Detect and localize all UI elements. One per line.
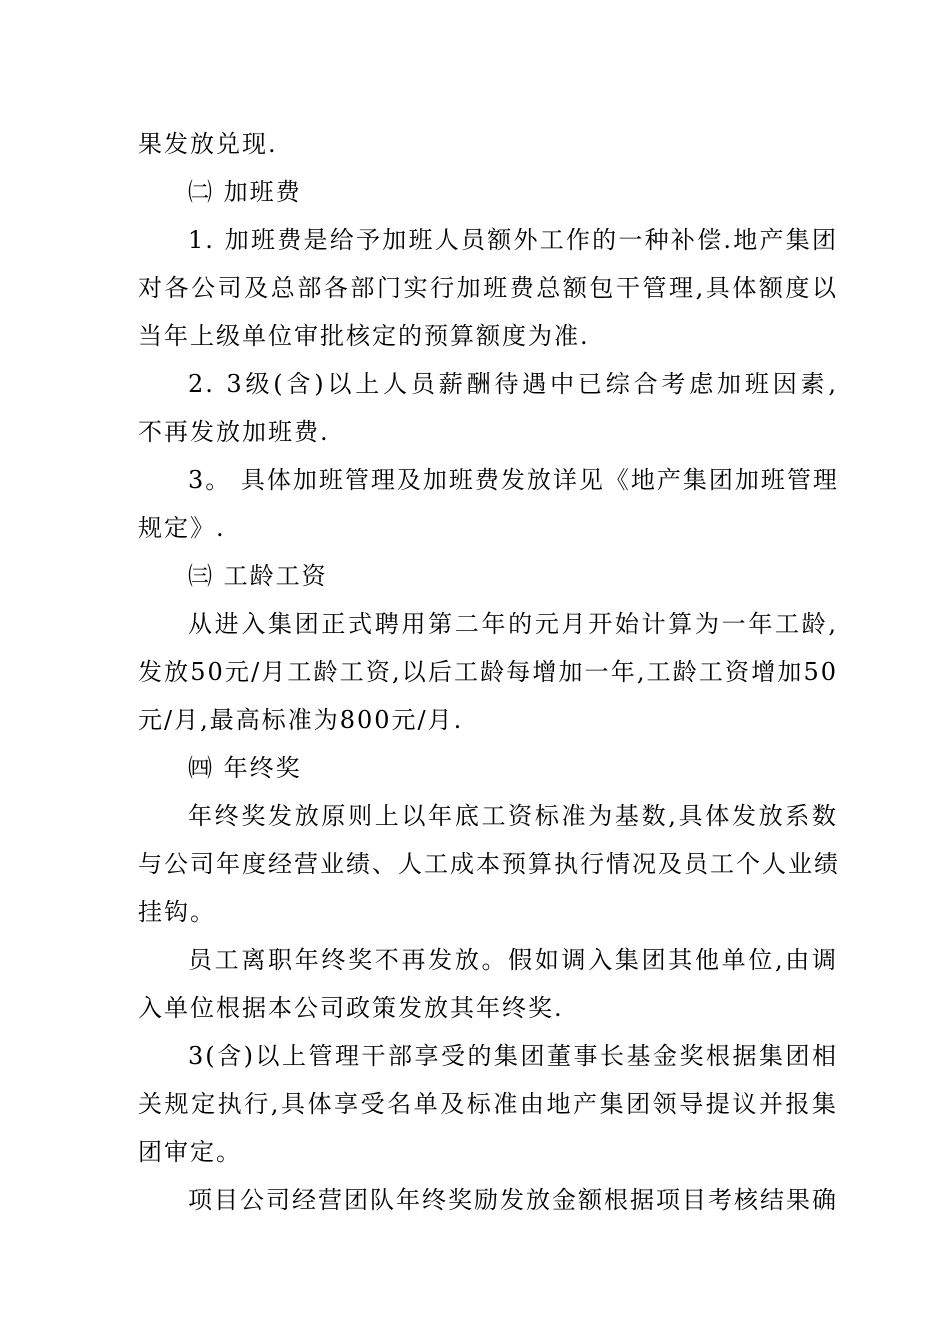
text-line: 发放50元/月工龄工资,以后工龄每增加一年,工龄工资增加50 <box>138 658 838 686</box>
text-line: 1. 加班费是给予加班人员额外工作的一种补偿.地产集团 <box>188 226 838 254</box>
text-line: 2. 3级(含)以上人员薪酬待遇中已综合考虑加班因素, <box>188 370 838 398</box>
text-line: 果发放兑现. <box>138 130 278 158</box>
text-line: 规定》. <box>138 514 226 542</box>
text-line: 3(含)以上管理干部享受的集团董事长基金奖根据集团相 <box>188 1042 838 1070</box>
text-line: 员工离职年终奖不再发放。假如调入集团其他单位,由调 <box>188 946 838 974</box>
text-line: 元/月,最高标准为800元/月. <box>138 706 464 734</box>
text-line: 不再发放加班费. <box>138 418 330 446</box>
section-heading: ㈢ 工龄工资 <box>188 562 328 590</box>
text-line: 团审定。 <box>138 1138 242 1166</box>
text-line: 入单位根据本公司政策发放其年终奖. <box>138 994 564 1022</box>
text-line: 关规定执行,具体享受名单及标准由地产集团领导提议并报集 <box>138 1090 838 1118</box>
section-heading: ㈡ 加班费 <box>188 178 302 206</box>
text-line: 项目公司经营团队年终奖励发放金额根据项目考核结果确 <box>188 1186 838 1214</box>
text-line: 年终奖发放原则上以年底工资标准为基数,具体发放系数 <box>188 802 838 830</box>
text-line: 从进入集团正式聘用第二年的元月开始计算为一年工龄, <box>188 610 838 638</box>
section-heading: ㈣ 年终奖 <box>188 754 302 782</box>
text-line: 对各公司及总部各部门实行加班费总额包干管理,具体额度以 <box>138 274 838 302</box>
text-line: 当年上级单位审批核定的预算额度为准. <box>138 322 590 350</box>
text-line: 3。 具体加班管理及加班费发放详见《地产集团加班管理 <box>188 466 839 494</box>
text-line: 挂钩。 <box>138 898 216 926</box>
text-line: 与公司年度经营业绩、人工成本预算执行情况及员工个人业绩 <box>138 850 840 878</box>
